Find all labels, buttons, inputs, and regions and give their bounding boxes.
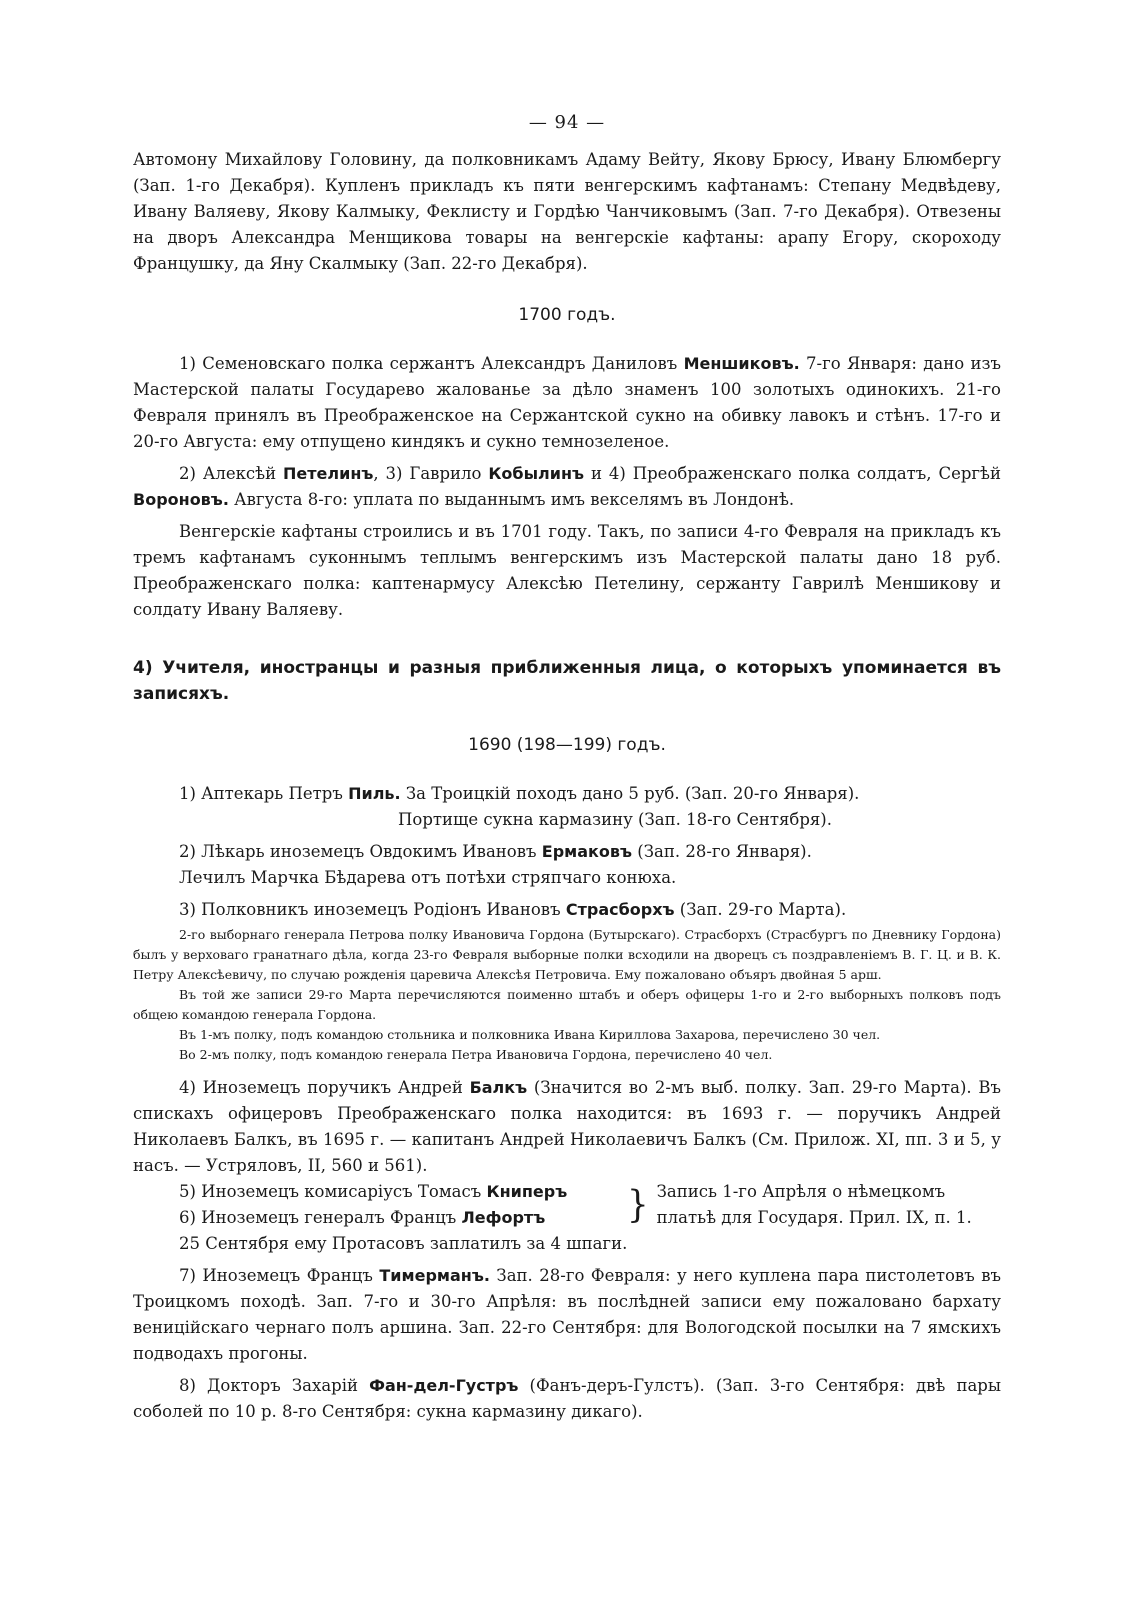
entries-5-6-group xyxy=(179,1179,1001,1231)
brace-note-line-1: Запись 1-го Апрѣля о нѣмецкомъ xyxy=(656,1182,946,1201)
person-name: Петелинъ xyxy=(283,464,374,483)
person-name: Пиль. xyxy=(348,784,401,803)
entry-3-note-4: Во 2-мъ полку, подъ командою генерала Петра Ивановича Гордона, перечислено 40 чел. xyxy=(179,1047,773,1062)
person-name: Фан-дел-Густръ xyxy=(369,1376,519,1395)
heading-1700: 1700 годъ. xyxy=(518,305,616,325)
entry-1-continuation: Портище сукна кармазину (Зап. 18-го Сентября). xyxy=(398,810,832,829)
brace-icon: } xyxy=(627,1183,649,1227)
person-name: Меншиковъ. xyxy=(683,354,800,373)
paragraph-1700-1: 1) Семеновскаго полка сержантъ Александръ Даниловъ Меншиковъ. 7-го Января: дано изъ Мастерской палаты Государево жалованье за дѣло знаменъ 100 золотыхъ одинокихъ. 21-го Февраля принялъ въ Преображенское на Сержантской сукно на обивку лавокъ и стѣнъ. 17-го и 20-го Августа: ему отпущено киндякъ и сукно темнозеленое. xyxy=(133,354,1001,451)
entry-3-note-2: Въ той же записи 29-го Марта перечисляются поименно штабъ и оберъ офицеры 1-го и 2-го выборныхъ полковъ подъ общею командою генерала Гордона. xyxy=(133,987,1001,1022)
person-name: Тимерманъ. xyxy=(379,1266,490,1285)
intro-paragraph: Автомону Михайлову Головину, да полковникамъ Адаму Вейту, Якову Брюсу, Ивану Блюмбергу (Зап. 1-го Декабря). Купленъ прикладъ къ пяти венгерскимъ кафтанамъ: Степану Медвѣдеву, Ивану Валяеву, Якову Калмыку, Феклисту и Гордѣю Чанчиковымъ (Зап. 7-го Декабря). Отвезены на дворъ Александра Менщикова товары на венгерскіе кафтаны: арапу Егору, скороходу Францушку, да Яну Скалмыку (Зап. 22-го Декабря). xyxy=(133,150,1001,273)
entry-3-note-1: 2-го выборнаго генерала Петрова полку Ивановича Гордона (Бутырскаго). Страсборхъ (Страсбургъ по Дневнику Гордона) былъ у верховаго гранатнаго дѣла, когда 23-го Февраля выборные полки всходили на дворецъ съ поздравленіемъ В. Г. Ц. и В. К. Петру Алексѣевичу, по случаю рожденія царевича Алексѣя Петровича. Ему пожаловано объяръ двойная 5 арш. xyxy=(133,927,1001,982)
person-name: Ермаковъ xyxy=(541,842,633,861)
person-name: Кобылинъ xyxy=(488,464,585,483)
entry-8: 8) Докторъ Захарій Фан-дел-Густръ (Фанъ-деръ-Гулстъ). (Зап. 3-го Сентября: двѣ пары соболей по 10 р. 8-го Сентября: сукна кармазину дикаго). xyxy=(133,1376,1001,1421)
page-number: — 94 — xyxy=(528,112,606,133)
person-name: Вороновъ. xyxy=(133,490,229,509)
paragraph-1700-3: Венгерскіе кафтаны строились и въ 1701 году. Такъ, по записи 4-го Февраля на прикладъ къ тремъ кафтанамъ суконнымъ теплымъ венгерскимъ изъ Мастерской палаты дано 18 руб. Преображенскаго полка: каптенармусу Алексѣю Петелину, сержанту Гаврилѣ Меншикову и солдату Ивану Валяеву. xyxy=(133,522,1001,619)
person-name: Лефортъ xyxy=(461,1208,546,1227)
entry-7: 7) Иноземецъ Францъ Тимерманъ. Зап. 28-го Февраля: у него куплена пара пистолетовъ въ Троицкомъ походѣ. Зап. 7-го и 30-го Апрѣля: въ послѣдней записи ему пожаловано бархату веницiйскаго чернаго полъ аршина. Зап. 22-го Сентября: для Вологодской посылки на 7 ямскихъ подводахъ прогоны. xyxy=(133,1266,1001,1363)
entry-4: 4) Иноземецъ поручикъ Андрей Балкъ (Значится во 2-мъ выб. полку. Зап. 29-го Марта). Въ спискахъ офицеровъ Преображенскаго полка находится: въ 1693 г. — поручикъ Андрей Николаевъ Балкъ, въ 1695 г. — капитанъ Андрей Николаевичъ Балкъ (См. Прилож. XI, пп. 3 и 5, у насъ. — Устряловъ, II, 560 и 561). xyxy=(133,1078,1001,1175)
entry-3: 3) Полковникъ иноземецъ Родіонъ Ивановъ Страсборхъ (Зап. 29-го Марта). xyxy=(179,900,847,919)
person-name: Страсборхъ xyxy=(565,900,675,919)
section-heading-4: 4) Учителя, иностранцы и разныя приближенныя лица, о которыхъ упоминается въ записяхъ. xyxy=(133,658,1001,704)
entry-5: 5) Иноземецъ комисаріусъ Томасъ Книперъ xyxy=(179,1182,568,1201)
entry-3-note-3: Въ 1-мъ полку, подъ командою стольника и полковника Ивана Кириллова Захарова, перечислено 30 чел. xyxy=(179,1027,881,1042)
entry-2: 2) Лѣкарь иноземецъ Овдокимъ Ивановъ Ермаковъ (Зап. 28-го Января). xyxy=(179,842,812,861)
entry-6: 6) Иноземецъ генералъ Францъ Лефортъ xyxy=(179,1208,546,1227)
heading-1690: 1690 (198—199) годъ. xyxy=(468,735,666,755)
document-page xyxy=(133,112,1001,1425)
entry-1: 1) Аптекарь Петръ Пиль. За Троицкій походъ дано 5 руб. (Зап. 20-го Января). xyxy=(179,784,860,803)
paragraph-1700-2: 2) Алексѣй Петелинъ, 3) Гаврило Кобылинъ и 4) Преображенскаго полка солдатъ, Сергѣй Вороновъ. Августа 8-го: уплата по выданнымъ имъ векселямъ въ Лондонѣ. xyxy=(133,464,1001,509)
person-name: Балкъ xyxy=(469,1078,528,1097)
entry-6-note: 25 Сентября ему Протасовъ заплатилъ за 4 шпаги. xyxy=(179,1234,628,1253)
brace-note-line-2: платьѣ для Государя. Прил. IX, п. 1. xyxy=(656,1208,972,1227)
entry-2-note: Лечилъ Марчка Бѣдарева отъ потѣхи стряпчаго конюха. xyxy=(179,868,677,887)
person-name: Книперъ xyxy=(486,1182,568,1201)
